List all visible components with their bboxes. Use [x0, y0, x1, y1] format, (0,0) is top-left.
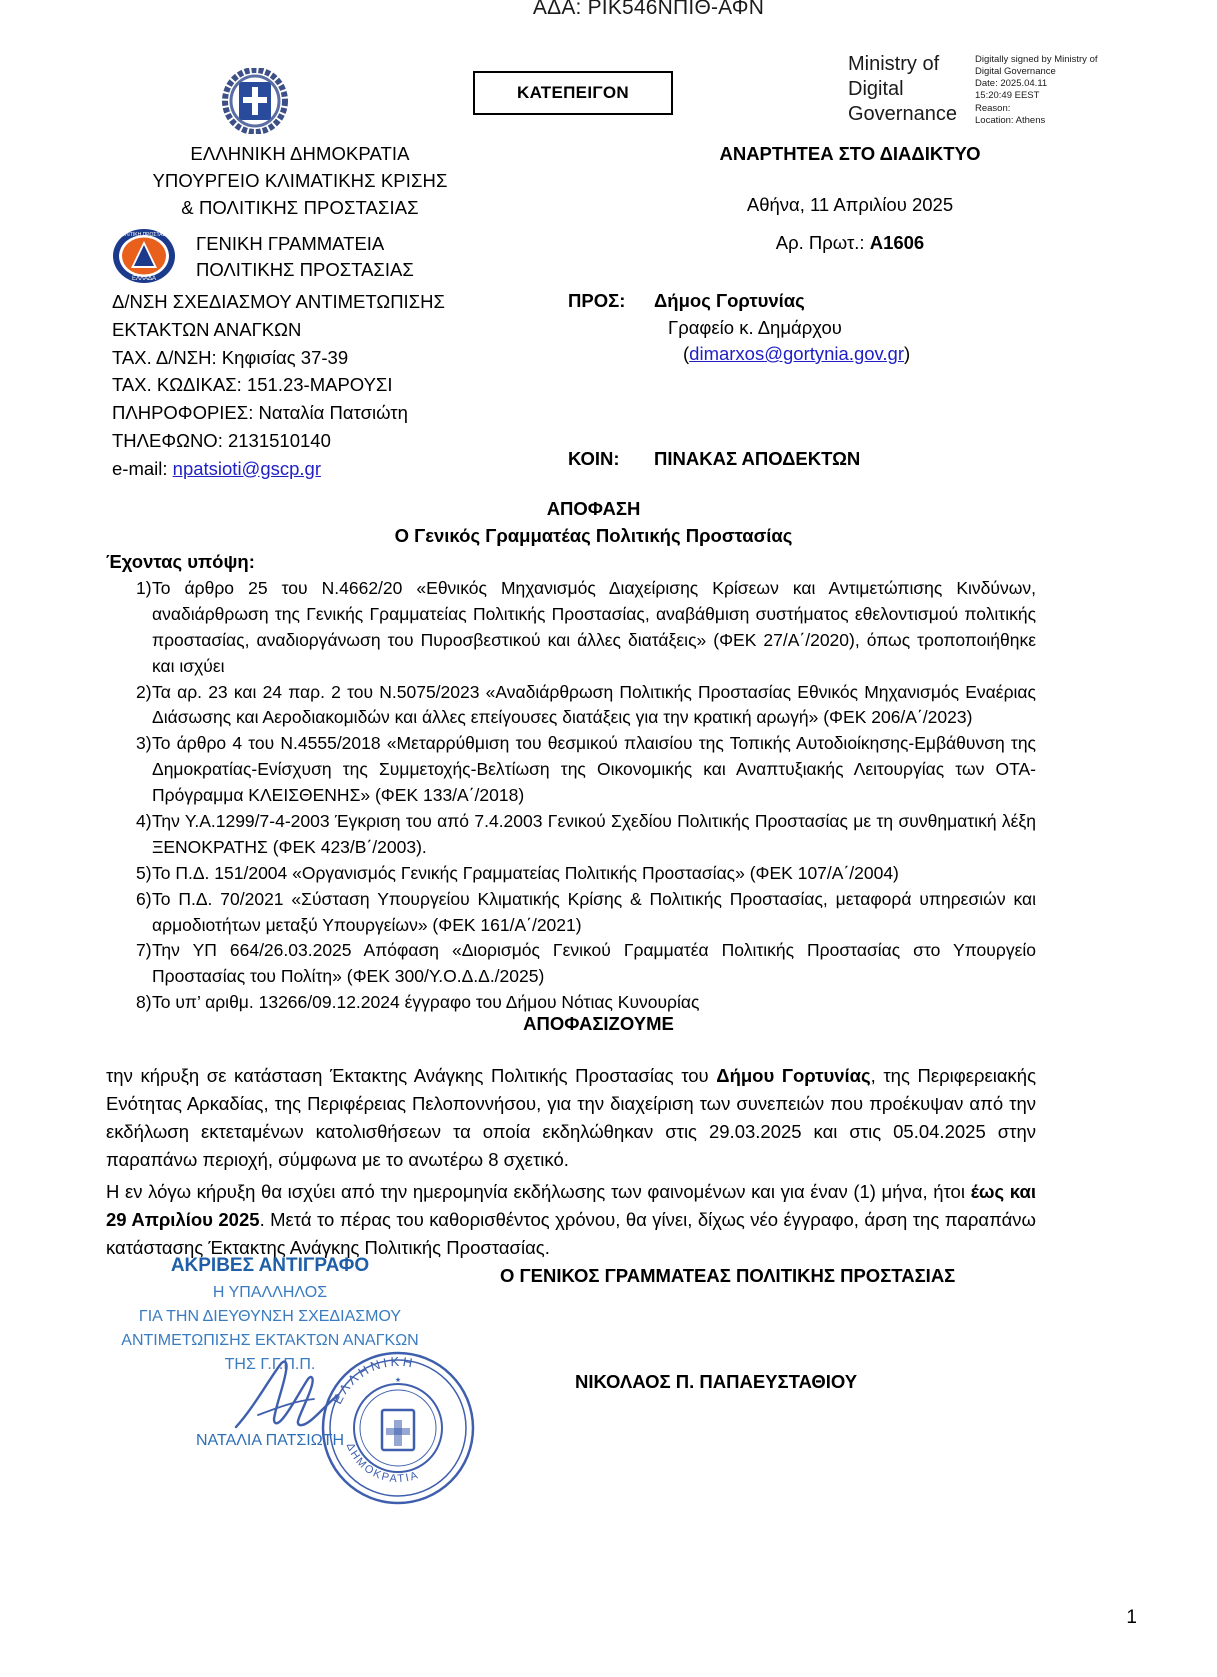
- clause-text: Την ΥΠ 664/26.03.2025 Απόφαση «Διορισμός Γενικού Γραμματέα Πολιτικής Προστασίας στο Υπουργείο Προστασίας του Πολίτη» (ΦΕΚ 300/Υ.Ο.Δ.Δ./2025): [152, 940, 1036, 987]
- recipient-office: Γραφείο κ. Δημάρχου: [668, 317, 842, 338]
- list-item: [106, 938, 1036, 990]
- list-item: [106, 576, 1036, 680]
- publication-notice: ΑΝΑΡΤΗΤΕΑ ΣΤΟ ΔΙΑΔΙΚΤΥΟ: [719, 143, 981, 164]
- recipient-label-text: ΠΡΟΣ:: [568, 290, 626, 311]
- legal-basis-list: [106, 576, 1036, 1016]
- sender-contact-person: ΠΛΗΡΟΦΟΡΙΕΣ: Ναταλία Πατσιώτη: [112, 402, 408, 423]
- clause-number: 7): [136, 940, 152, 961]
- certified-copy-line-3: ΑΝΤΙΜΕΤΩΠΙΣΗΣ ΕΚΤΑΚΤΩΝ ΑΝΑΓΚΩΝ: [121, 1331, 419, 1349]
- recipient-name: Δήμος Γορτυνίας: [654, 290, 805, 311]
- secretariat-line-1: ΓΕΝΙΚΗ ΓΡΑΜΜΑΤΕΙΑ: [196, 233, 385, 254]
- sender-email-link[interactable]: npatsioti@gscp.gr: [172, 457, 322, 479]
- greek-coat-of-arms-icon: [222, 68, 288, 134]
- clause-text: Το άρθρο 4 του Ν.4555/2018 «Μεταρρύθμιση του θεσμικού πλαισίου της Τοπικής Αυτοδιοίκησης-Εμβάθυνση της Δημοκρατίας-Ενίσχυση της Συμμετοχής-Βελτίωση της Οικονομικής και Αναπτυξιακής Λειτουργίας των ΟΤΑ-Πρόγραμμα ΚΛΕΙΣΘΕΝΗΣ» (ΦΕΚ 133/Α΄/2018): [152, 733, 1036, 806]
- certified-copy-title: ΑΚΡΙΒΕΣ ΑΝΤΙΓΡΑΦΟ: [170, 1255, 370, 1276]
- svg-text:ΕΛΛΗΝΙΚΗ: ΕΛΛΗΝΙΚΗ: [329, 1353, 417, 1407]
- sender-email-label: e-mail:: [112, 457, 168, 479]
- secretariat-line-2: ΠΟΛΙΤΙΚΗΣ ΠΡΟΣΤΑΣΙΑΣ: [196, 259, 414, 281]
- decision-paragraph-1: [106, 1062, 1036, 1174]
- civil-protection-logo-icon: [110, 228, 178, 283]
- email-paren-close: ): [904, 343, 911, 364]
- org-line-2: ΥΠΟΥΡΓΕΙΟ ΚΛΙΜΑΤΙΚΗΣ ΚΡΙΣΗΣ: [152, 169, 448, 191]
- recipient-label: [568, 290, 625, 312]
- cc-label: ΚΟΙΝ:: [568, 448, 620, 469]
- sender-department-line-2: ΕΚΤΑΚΤΩΝ ΑΝΑΓΚΩΝ: [112, 318, 302, 340]
- municipality-name: Δήμου Γορτυνίας: [716, 1065, 871, 1086]
- digital-signature-title: Ministry of Digital Governance: [848, 53, 957, 125]
- having-regard-heading: Έχοντας υπόψη:: [106, 551, 255, 572]
- protocol-line: [560, 232, 1140, 254]
- clause-text: Το υπ’ αριθμ. 13266/09.12.2024 έγγραφο του Δήμου Νότιας Κυνουρίας: [152, 992, 700, 1013]
- clause-number: 2): [136, 681, 152, 702]
- official-round-stamp-icon: [318, 1348, 478, 1508]
- place-and-date: Αθήνα, 11 Απριλίου 2025: [746, 194, 954, 215]
- signatory-name: ΝΙΚΟΛΑΟΣ Π. ΠΑΠΑΕΥΣΤΑΘΙΟΥ: [575, 1371, 858, 1392]
- clause-number: 5): [136, 862, 152, 883]
- expiry-date: έως και 29 Απριλίου 2025: [106, 1181, 1036, 1231]
- clause-text: Το άρθρο 25 του Ν.4662/20 «Εθνικός Μηχανισμός Διαχείρισης Κρίσεων και Αντιμετώπισης Κινδύνων, αναδιάρθρωση της Γενικής Γραμματείας Πολιτικής Προστασίας, αναβάθμιση συστήματος εθελοντισμού πολιτικής προστασίας, αναδιοργάνωση του Πυροσβεστικού και άλλες διατάξεις» (ΦΕΚ 27/Α΄/2020), όπως τροποποιήθηκε και ισχύει: [152, 578, 1036, 676]
- org-line-3: & ΠΟΛΙΤΙΚΗΣ ΠΡΟΣΤΑΣΙΑΣ: [181, 196, 419, 218]
- digital-signature-block: [848, 52, 1120, 127]
- sender-street-address: ΤΑΧ. Δ/ΝΣΗ: Κηφισίας 37-39: [112, 346, 349, 368]
- organization-header: [90, 141, 510, 221]
- svg-text:ΔΗΜΟΚΡΑΤΙΑ: ΔΗΜΟΚΡΑΤΙΑ: [343, 1441, 422, 1486]
- signature-reason: Reason:: [975, 102, 1011, 114]
- para2-part-a: Η εν λόγω κήρυξη θα ισχύει από την ημερομηνία εκδήλωσης των φαινομένων και για έναν (1) μήνα, ήτοι: [106, 1181, 971, 1202]
- urgent-stamp-label: ΚΑΤΕΠΕΙΓΟΝ: [517, 83, 629, 102]
- svg-text:ΕΛΛΑΔΑ: ΕΛΛΑΔΑ: [131, 276, 157, 282]
- svg-text:★: ★: [394, 1377, 402, 1384]
- digital-signature-details: [975, 52, 1120, 127]
- list-item: [106, 809, 1036, 861]
- decision-title: ΑΠΟΦΑΣΗ: [546, 498, 641, 519]
- urgent-stamp-box: [473, 71, 673, 115]
- sender-phone: ΤΗΛΕΦΩΝΟ: 2131510140: [112, 429, 331, 451]
- cc-value: ΠΙΝΑΚΑΣ ΑΠΟΔΕΚΤΩΝ: [654, 448, 861, 469]
- decision-paragraph-2: [106, 1178, 1036, 1262]
- para1-part-a: την κήρυξη σε κατάσταση Έκτακτης Ανάγκης Πολιτικής Προστασίας του: [106, 1065, 717, 1086]
- sender-email-row: [112, 455, 445, 483]
- recipient-email-link[interactable]: dimarxos@gortynia.gov.gr: [689, 343, 904, 364]
- clause-number: 6): [136, 888, 152, 909]
- general-secretariat-label: [196, 231, 414, 284]
- list-item: [106, 887, 1036, 939]
- sender-address-block: [112, 288, 445, 482]
- signature-date: Date: 2025.04.11: [975, 78, 1048, 90]
- para2-part-b: . Μετά το πέρας του καθορισθέντος χρόνου, θα γίνει, δίχως νέο έγγραφο, άρση της παραπάνω κατάστασης Έκτακτης Ανάγκης Πολιτικής Προστασίας.: [106, 1209, 1037, 1259]
- protocol-number: Α1606: [869, 232, 925, 253]
- clause-number: 4): [136, 811, 152, 832]
- sender-department-line-1: Δ/ΝΣΗ ΣΧΕΔΙΑΣΜΟΥ ΑΝΤΙΜΕΤΩΠΙΣΗΣ: [112, 291, 445, 312]
- certified-copy-line-4: ΤΗΣ Γ.Γ.Π.Π.: [224, 1355, 316, 1373]
- protocol-label: Αρ. Πρωτ.:: [775, 232, 865, 253]
- list-item: [106, 731, 1036, 809]
- svg-text:ΠΟΛΙΤΙΚΗ ΠΡΟΣΤΑΣΙΑ: ΠΟΛΙΤΙΚΗ ΠΡΟΣΤΑΣΙΑ: [117, 232, 171, 238]
- list-item: [106, 680, 1036, 732]
- signatory-title: Ο ΓΕΝΙΚΟΣ ΓΡΑΜΜΑΤΕΑΣ ΠΟΛΙΤΙΚΗΣ ΠΡΟΣΤΑΣΙΑΣ: [500, 1265, 956, 1286]
- clause-number: 3): [136, 733, 152, 754]
- clause-number: 8): [136, 992, 152, 1013]
- recipient-email-row: [683, 343, 910, 365]
- clause-text: Τα αρ. 23 και 24 παρ. 2 του Ν.5075/2023 «Αναδιάρθρωση Πολιτικής Προστασίας Εθνικός Μηχανισμός Εναέριας Διάσωσης και Αεροδιακομιδών και άλλες επείγουσες διατάξεις για την κρατική αρωγή» (ΦΕΚ 206/Α΄/2023): [152, 681, 1036, 728]
- signature-signed-by: Digitally signed by Ministry of Digital Governance: [975, 54, 1098, 78]
- clause-text: Το Π.Δ. 70/2021 «Σύσταση Υπουργείου Κλιματικής Κρίσης & Πολιτικής Προστασίας, μεταφορά υπηρεσιών και αρμοδιοτήτων μεταξύ Υπουργείων» (ΦΕΚ 161/Α΄/2021): [152, 888, 1036, 935]
- list-item: [106, 861, 1036, 887]
- email-paren-open: (: [683, 343, 690, 364]
- clause-text: Το Π.Δ. 151/2004 «Οργανισμός Γενικής Γραμματείας Πολιτικής Προστασίας» (ΦΕΚ 107/Α΄/2004): [152, 862, 899, 883]
- clause-number: 1): [136, 578, 152, 598]
- decide-heading: ΑΠΟΦΑΣΙΖΟΥΜΕ: [523, 1013, 674, 1034]
- sender-postcode: ΤΑΧ. ΚΩΔΙΚΑΣ: 151.23-ΜΑΡΟΥΣΙ: [112, 374, 393, 396]
- para1-part-b: , της Περιφερειακής Ενότητας Αρκαδίας, της Περιφέρειας Πελοποννήσου, για την διαχείριση των συνεπειών που προέκυψαν από την εκδήλωση εκτεταμένων κατολισθήσεων τα οποία εκδηλώθηκαν στις 29.03.2025 και στις 05.04.2025 στην παραπάνω περιοχή, σύμφωνα με το ανωτέρω 8 σχετικό.: [106, 1065, 1036, 1171]
- signature-location: Location: Athens: [975, 114, 1046, 126]
- org-line-1: ΕΛΛΗΝΙΚΗ ΔΗΜΟΚΡΑΤΙΑ: [190, 143, 410, 164]
- page-number: 1: [1126, 1607, 1137, 1628]
- ada-reference: ΑΔΑ: ΡΙΚ546ΝΠΙΘ-ΑΦΝ: [532, 0, 765, 19]
- clause-text: Την Υ.Α.1299/7-4-2003 Έγκριση του από 7.4.2003 Γενικού Σχεδίου Πολιτικής Προστασίας με τη συνθηματική λέξη ΞΕΝΟΚΡΑΤΗΣ (ΦΕΚ 423/Β΄/2003).: [152, 811, 1036, 857]
- signature-time: 15:20:49 EEST: [975, 90, 1040, 102]
- certified-copy-line-1: Η ΥΠΑΛΛΗΛΟΣ: [212, 1283, 328, 1301]
- certified-copy-signer-name: ΝΑΤΑΛΙΑ ΠΑΤΣΙΩΤΗ: [195, 1432, 345, 1449]
- decision-subtitle: Ο Γενικός Γραμματέας Πολιτικής Προστασίας: [394, 525, 793, 546]
- certified-copy-line-2: ΓΙΑ ΤΗΝ ΔΙΕΥΘΥΝΣΗ ΣΧΕΔΙΑΣΜΟΥ: [138, 1307, 402, 1325]
